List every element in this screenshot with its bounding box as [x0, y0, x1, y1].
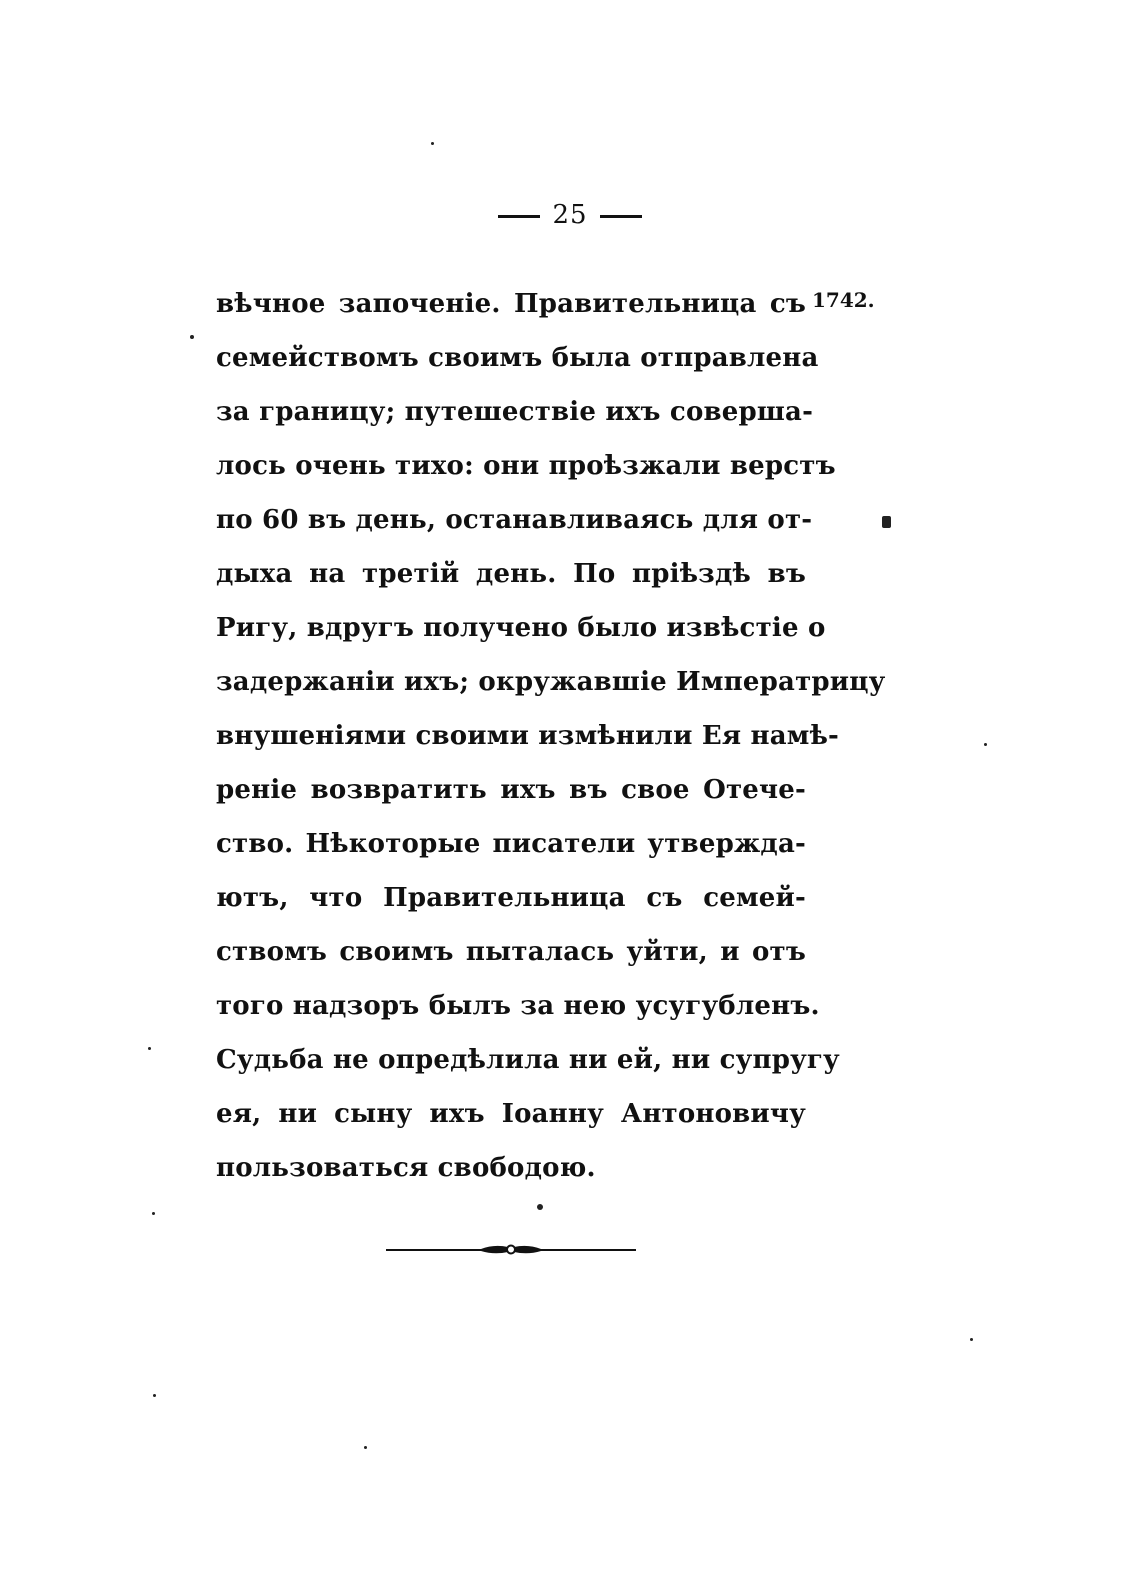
header-dash-left: [498, 215, 540, 218]
text-line: семействомъ своимъ была отправлена: [216, 343, 819, 373]
margin-year-note: 1742.: [812, 288, 875, 312]
text-line: ютъ, что Правительница съ семей-: [216, 883, 806, 913]
text-line: Ригу, вдругъ получено было извѣстіе о: [216, 613, 826, 643]
text-line: вѣчное започеніе. Правительница съ: [216, 289, 806, 319]
page-number: 25: [552, 200, 588, 230]
page-header: [0, 200, 1140, 230]
text-line: внушеніями своими измѣнили Ея намѣ-: [216, 721, 840, 751]
text-line: задержаніи ихъ; окружавшіе Императрицу: [216, 667, 886, 697]
text-line: за границу; путешествіе ихъ соверша-: [216, 397, 814, 427]
text-line: того надзоръ былъ за нею усугубленъ.: [216, 991, 820, 1021]
ink-speck: [537, 1204, 543, 1210]
ink-speck: [882, 516, 891, 528]
text-line: Судьба не опредѣлила ни ей, ни супругу: [216, 1045, 840, 1075]
ornament-divider: [386, 1236, 636, 1262]
text-line: ствомъ своимъ пыталась уйти, и отъ: [216, 937, 806, 967]
ink-speck: [431, 142, 434, 145]
ink-speck: [153, 1394, 156, 1397]
ink-speck: [152, 1212, 155, 1215]
ink-speck: [148, 1047, 151, 1050]
text-line: ство. Нѣкоторые писатели утвержда-: [216, 829, 806, 859]
text-line: реніе возвратить ихъ въ свое Отече-: [216, 775, 806, 805]
ink-speck: [970, 1338, 973, 1341]
text-line: пользоваться свободою.: [216, 1153, 596, 1183]
ink-speck: [364, 1446, 367, 1449]
text-line: лось очень тихо: они проѣзжали верстъ: [216, 451, 836, 481]
header-dash-right: [600, 215, 642, 218]
text-line: дыха на третій день. По пріѣздѣ въ: [216, 559, 806, 589]
ink-speck: [190, 335, 194, 339]
text-line: ея, ни сыну ихъ Іоанну Антоновичу: [216, 1099, 806, 1129]
text-line: по 60 въ день, останавливаясь для от-: [216, 505, 813, 535]
ink-speck: [984, 743, 987, 746]
